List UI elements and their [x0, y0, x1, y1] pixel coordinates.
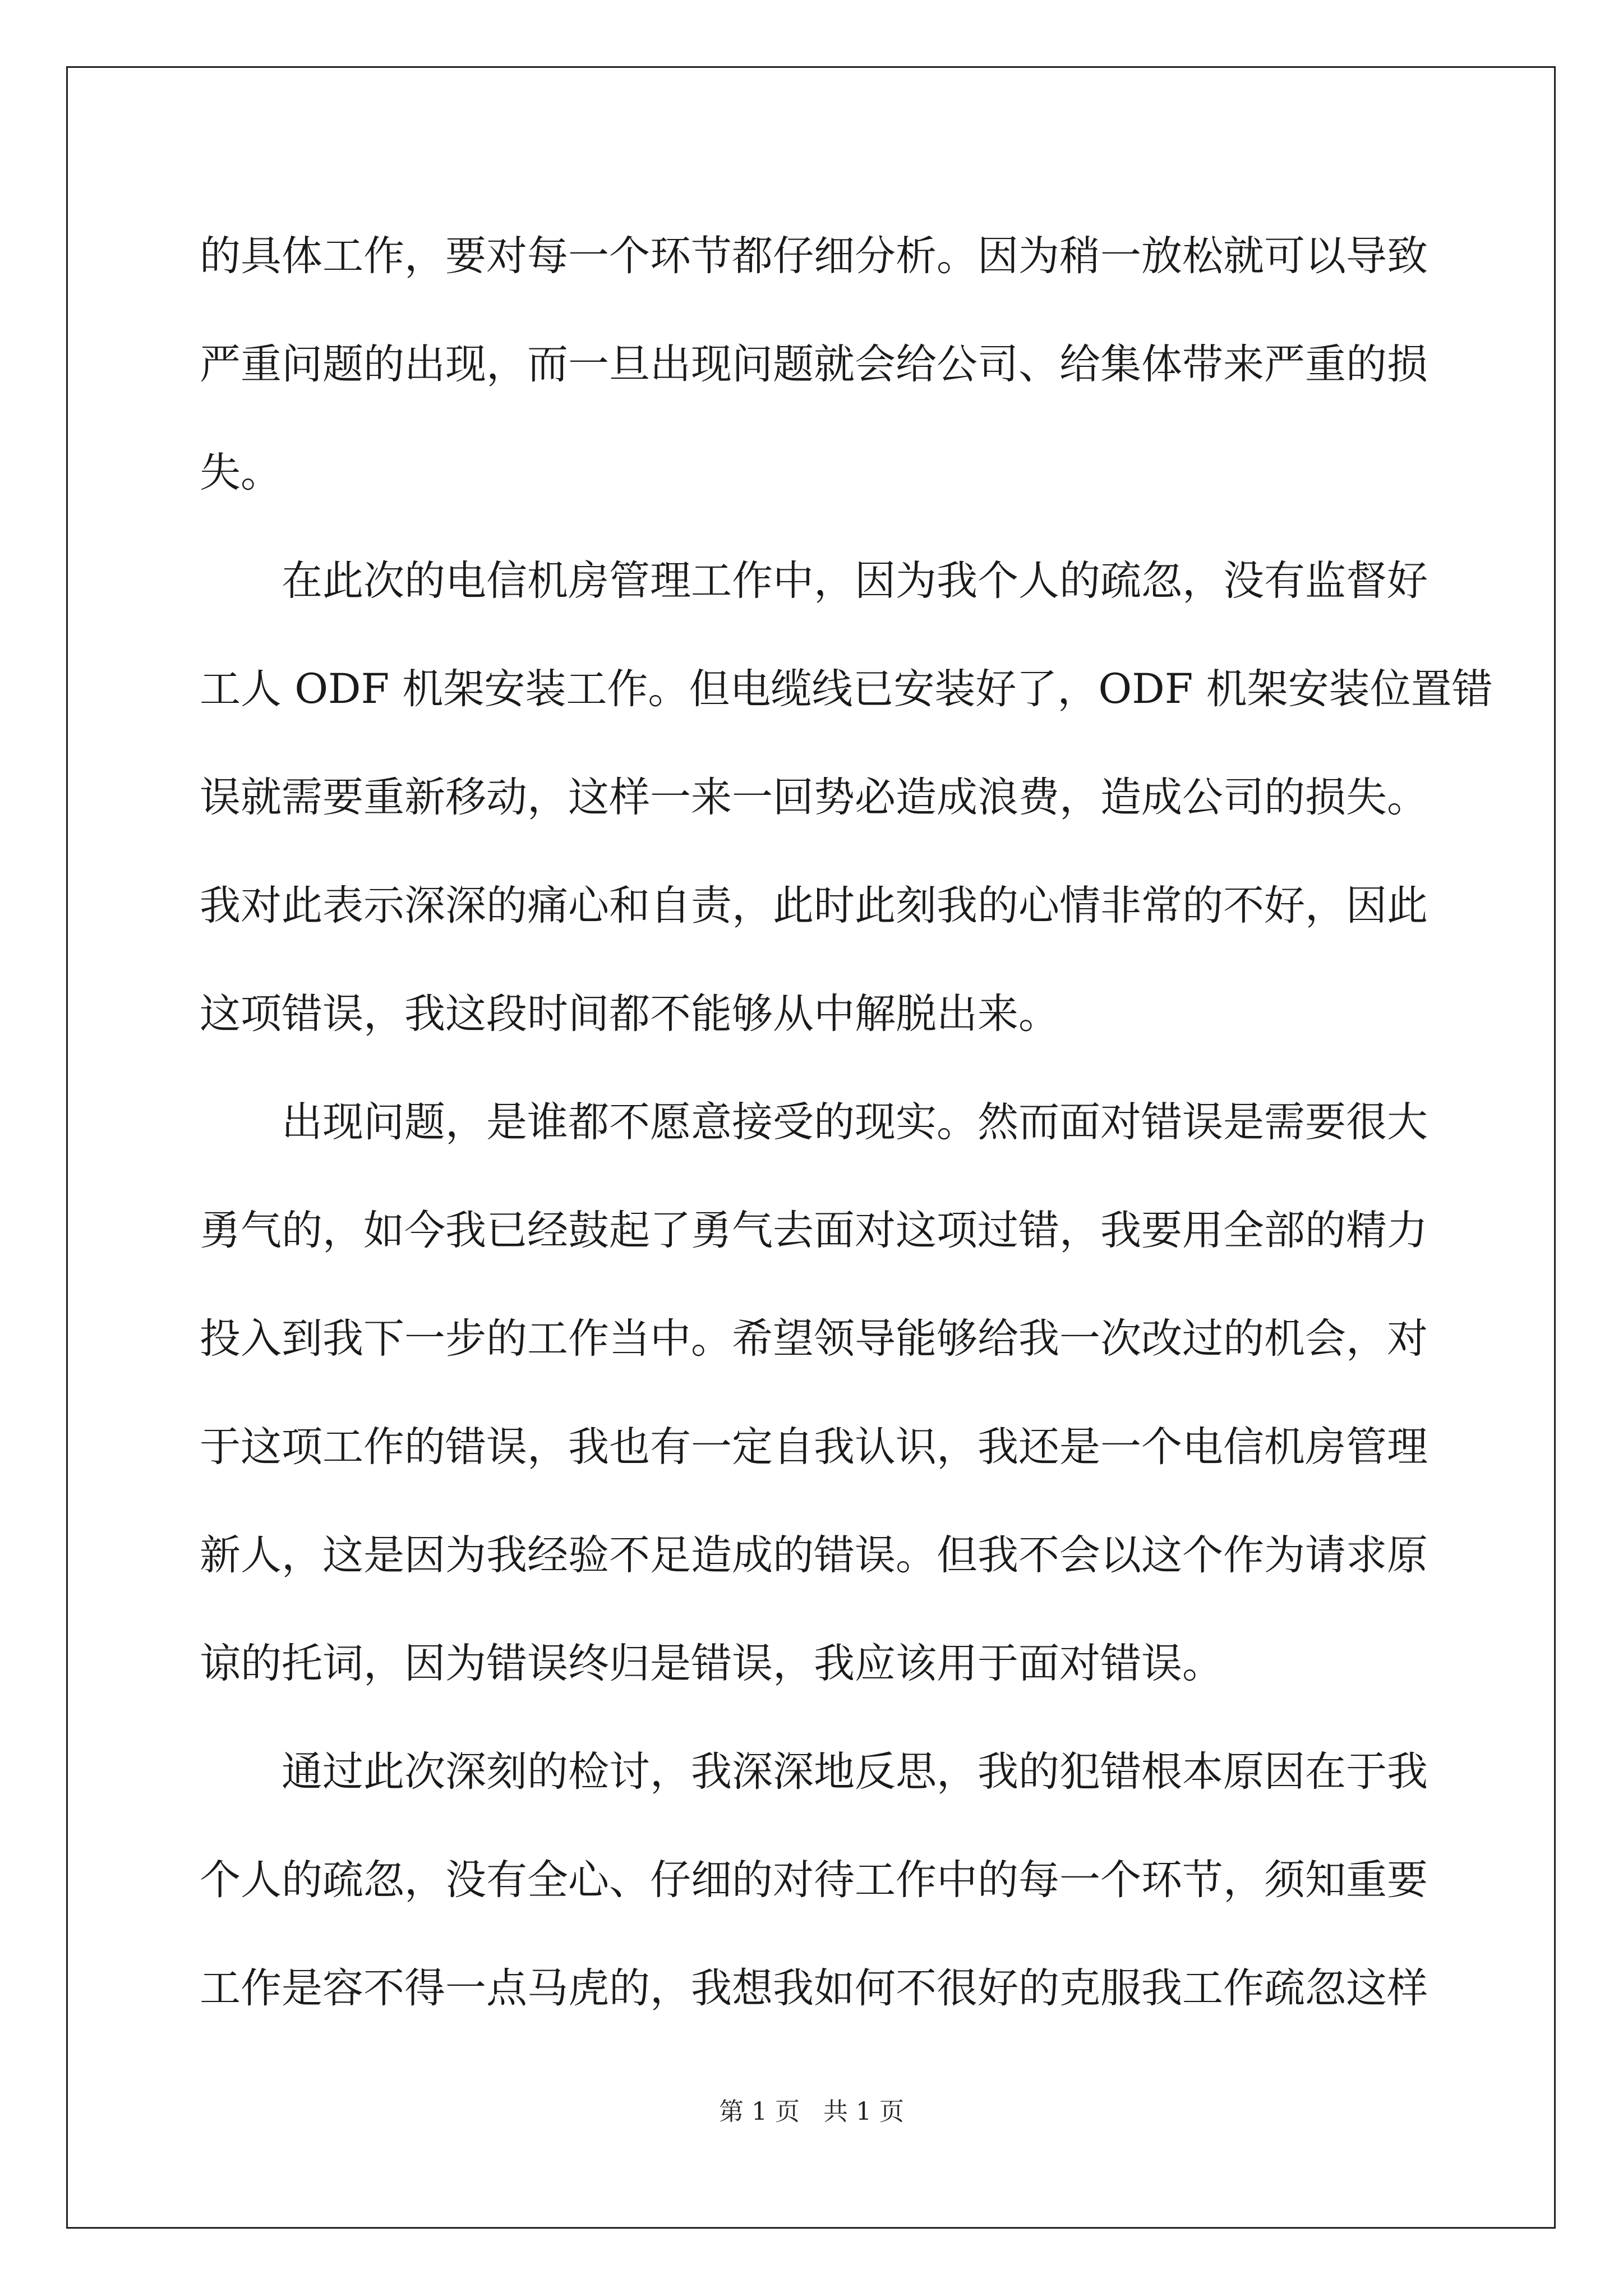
- text-line: 通过此次深刻的检讨，我深深地反思，我的犯错根本原因在于我: [282, 1748, 1428, 1796]
- text-line: 严重问题的出现，而一旦出现问题就会给公司、给集体带来严重的损: [200, 341, 1428, 388]
- text-line: 勇气的，如今我已经鼓起了勇气去面对这项过错，我要用全部的精力: [200, 1207, 1428, 1254]
- text-line: 在此次的电信机房管理工作中，因为我个人的疏忽，没有监督好: [282, 557, 1428, 605]
- text-line: 于这项工作的错误，我也有一定自我认识，我还是一个电信机房管理: [200, 1423, 1428, 1471]
- text-line: 失。: [200, 449, 282, 496]
- text-line: 新人，这是因为我经验不足造成的错误。但我不会以这个作为请求原: [200, 1531, 1428, 1579]
- text-line: 投入到我下一步的工作当中。希望领导能够给我一次改过的机会，对: [200, 1315, 1428, 1363]
- page-number: 第 1 页: [719, 2097, 800, 2126]
- page-total: 共 1 页: [823, 2097, 904, 2126]
- text-line: 出现问题，是谁都不愿意接受的现实。然而面对错误是需要很大: [282, 1098, 1428, 1146]
- text-line: 误就需要重新移动，这样一来一回势必造成浪费，造成公司的损失。: [200, 774, 1428, 821]
- text-line: 个人的疏忽，没有全心、仔细的对待工作中的每一个环节，须知重要: [200, 1856, 1428, 1904]
- page-footer: [0, 2095, 1623, 2129]
- text-line: 工人 ODF 机架安装工作。但电缆线已安装好了，ODF 机架安装位置错: [200, 665, 1493, 713]
- text-line: 的具体工作，要对每一个环节都仔细分析。因为稍一放松就可以导致: [200, 232, 1428, 280]
- text-line: 工作是容不得一点马虎的，我想我如何不很好的克服我工作疏忽这样: [200, 1964, 1428, 2012]
- text-line: 我对此表示深深的痛心和自责，此时此刻我的心情非常的不好，因此: [200, 882, 1428, 930]
- text-line: 这项错误，我这段时间都不能够从中解脱出来。: [200, 990, 1059, 1038]
- document-body: [200, 202, 1493, 2042]
- text-line: 谅的托词，因为错误终归是错误，我应该用于面对错误。: [200, 1640, 1223, 1687]
